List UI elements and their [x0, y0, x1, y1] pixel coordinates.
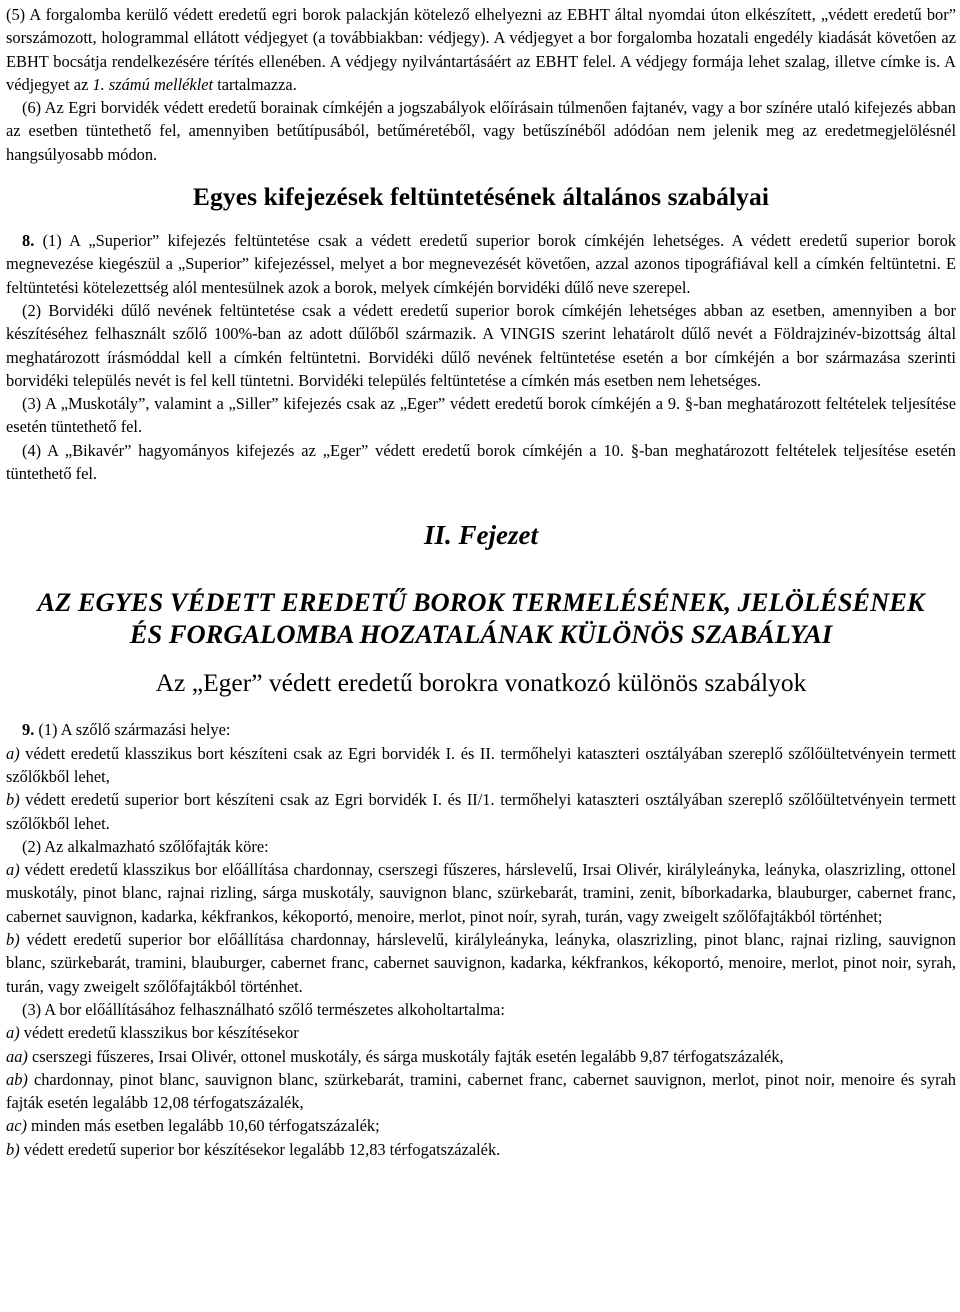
item-b-text: védett eredetű superior bort készíteni csak az Egri borvidék I. és II/1. termőhelyi kataszteri osztályában szereplő szőlőültetvényein termett szőlőkből lehet.: [6, 790, 956, 833]
item-b-label: b): [6, 790, 20, 810]
item-a-label: a): [6, 743, 20, 763]
chapter-title-line-1: AZ EGYES VÉDETT EREDETŰ BOROK TERMELÉSÉNEK, JELÖLÉSÉNEK: [37, 587, 925, 618]
section-8-paragraph-1: [6, 229, 956, 299]
section-9-item-b2: [6, 928, 956, 998]
item-a3-label: a): [6, 1023, 20, 1043]
section-9-paragraph-1-text: (1) A szőlő származási helye:: [38, 720, 231, 740]
item-a2-label: a): [6, 860, 20, 880]
item-ac-text: minden más esetben legalább 10,60 térfogatszázalék;: [26, 1116, 380, 1136]
paragraph-5: [6, 3, 956, 96]
section-9-paragraph-1: [6, 718, 956, 741]
section-9-item-a2: [6, 858, 956, 928]
item-b2-label: b): [6, 930, 20, 950]
item-ab-label: ab): [6, 1069, 28, 1089]
chapter-heading: II. Fejezet: [424, 520, 538, 551]
section-9-item-ab: [6, 1068, 956, 1115]
section-heading: Egyes kifejezések feltüntetésének általános szabályai: [192, 182, 770, 212]
section-9-item-aa: [6, 1045, 956, 1068]
item-b2-text: védett eredetű superior bor előállítása chardonnay, hárslevelű, királyleányka, leányka, olaszrizling, pinot blanc, rajnai rizling, sauvignon blanc, szürkebarát, tramini, blauburger, cabernet franc, cabernet sauvignon, kadarka, kékfrankos, kékoportó, menoire, merlot, pinot noir, syrah, turán, vagy zweigelt szőlőfajtákból történhet.: [6, 930, 956, 996]
item-a2-text: védett eredetű klasszikus bor előállítása chardonnay, cserszegi fűszeres, hárslevelű, Irsai Olivér, királyleányka, leányka, olaszrizling, ottonel muskotály, pinot blanc, rajnai rizling, sárga muskotály, sauvignon blanc, szürkebarát, tramini, zenit, bíborkadarka, blauburger, cabernet franc, cabernet sauvignon, kadarka, kékfrankos, kékoportó, menoire, merlot, pinot noír, syrah, turán, vagy zweigelt szőlőfajtákból történhet;: [6, 860, 956, 926]
section-9-number: 9.: [22, 720, 39, 740]
section-8-paragraph-3: (3) A „Muskotály”, valamint a „Siller” kifejezés csak az „Eger” védett eredetű borok címkéjén a 9. §-ban meghatározott feltételek teljesítése esetén tüntethető fel.: [6, 394, 956, 437]
section-8-paragraph-4: (4) A „Bikavér” hagyományos kifejezés az „Eger” védett eredetű borok címkéjén a 10. §-ban meghatározott feltételek teljesítése esetén tüntethető fel.: [6, 440, 956, 484]
item-ac-label: ac): [6, 1116, 27, 1136]
item-a-text: védett eredetű klasszikus bort készíteni csak az Egri borvidék I. és II. termőhelyi kataszteri osztályában szereplő szőlőültetvényein termett szőlőkből lehet,: [6, 743, 956, 786]
section-8-number: 8.: [22, 231, 43, 251]
section-9-paragraph-2: (2) Az alkalmazható szőlőfajták köre:: [22, 836, 269, 856]
item-a3-text: védett eredetű klasszikus bor készítésekor: [19, 1023, 299, 1043]
document-page: [6, 3, 956, 1161]
item-b3-label: b): [6, 1139, 20, 1159]
section-9-item-ac: [6, 1114, 956, 1137]
chapter-title: [6, 587, 956, 650]
section-9-paragraph-3: (3) A bor előállításához felhasználható szőlő természetes alkoholtartalma:: [22, 999, 505, 1019]
item-aa-text: cserszegi fűszeres, Irsai Olivér, ottonel muskotály, és sárga muskotály fajták esetén legalább 9,87 térfogatszázalék,: [27, 1046, 784, 1066]
section-9-item-a: [6, 742, 956, 789]
section-9-item-b: [6, 788, 956, 835]
section-8-paragraph-1-text: (1) A „Superior” kifejezés feltüntetése csak a védett eredetű superior borok címkéjén lehetséges. A védett eredetű superior borok megnevezése kiegészül a „Superior” kifejezéssel, melyet a bor megnevezését követően, azzal azonos tipográfiával kell a címkén feltüntetni. E feltüntetési kötelezettség alól mentesülnek azok a borok, melyek címkéjén borvidéki dűlő neve szerepel.: [6, 231, 956, 297]
item-b3-text: védett eredetű superior bor készítésekor legalább 12,83 térfogatszázalék.: [19, 1139, 501, 1159]
item-ab-text: chardonnay, pinot blanc, sauvignon blanc, szürkebarát, tramini, cabernet franc, cabernet sauvignon, merlot, pinot noir, menoire és syrah fajták esetén legalább 12,08 térfogatszázalék,: [6, 1069, 956, 1113]
section-8-paragraph-2: (2) Borvidéki dűlő nevének feltüntetése csak a védett eredetű superior borok címkéjén lehetséges abban az esetben, amennyiben a bor készítéséhez felhasznált szőlő 100%-ban az adott dűlőből származik. A VINGIS szerint lehatárolt dűlő nevét a Földrajzinév-bizottság által meghatározott írásmóddal kell a címkén feltüntetni. Borvidéki dűlő nevének feltüntetése esetén a bor címkéjén a bor származása szerinti borvidéki település nevét is fel kell tüntetni. Borvidéki település feltüntetése a címkén más esetben nem lehetséges.: [6, 300, 956, 390]
annex-reference: 1. számú melléklet: [92, 74, 214, 94]
section-9-item-b3: [6, 1138, 956, 1161]
paragraph-5-text: (5) A forgalomba kerülő védett eredetű egri borok palackján kötelező elhelyezni az EBHT által nyomdai úton elkészített, „védett eredetű bor” sorszámozott, hologrammal ellátott védjegyet (a továbbiakban: védjegy). A védjegyet a bor forgalomba hozatali engedély kiadását követően az EBHT bocsátja rendelkezésére térítés ellenében. A védjegy nyilvántartásáért az EBHT felel. A védjegy formája lehet szalag, illetve címke is. A védjegyet az: [6, 5, 956, 94]
chapter-title-line-2: ÉS FORGALOMBA HOZATALÁNAK KÜLÖNÖS SZABÁLYAI: [129, 618, 833, 649]
paragraph-6: (6) Az Egri borvidék védett eredetű borainak címkéjén a jogszabályok előírásain túlmenően fajtanév, vagy a bor színére utaló kifejezés abban az esetben tüntethető fel, amennyiben betűtípusából, betűméretéből, vagy betűszínéből adódóan nem jelenik meg az eredetmegjelölésnél hangsúlyosabb módon.: [6, 98, 956, 164]
item-aa-label: aa): [6, 1046, 28, 1066]
section-9-item-a3: [6, 1021, 956, 1044]
paragraph-5-end: tartalmazza.: [213, 74, 297, 94]
chapter-subtitle: Az „Eger” védett eredetű borokra vonatkozó különös szabályok: [155, 668, 807, 698]
